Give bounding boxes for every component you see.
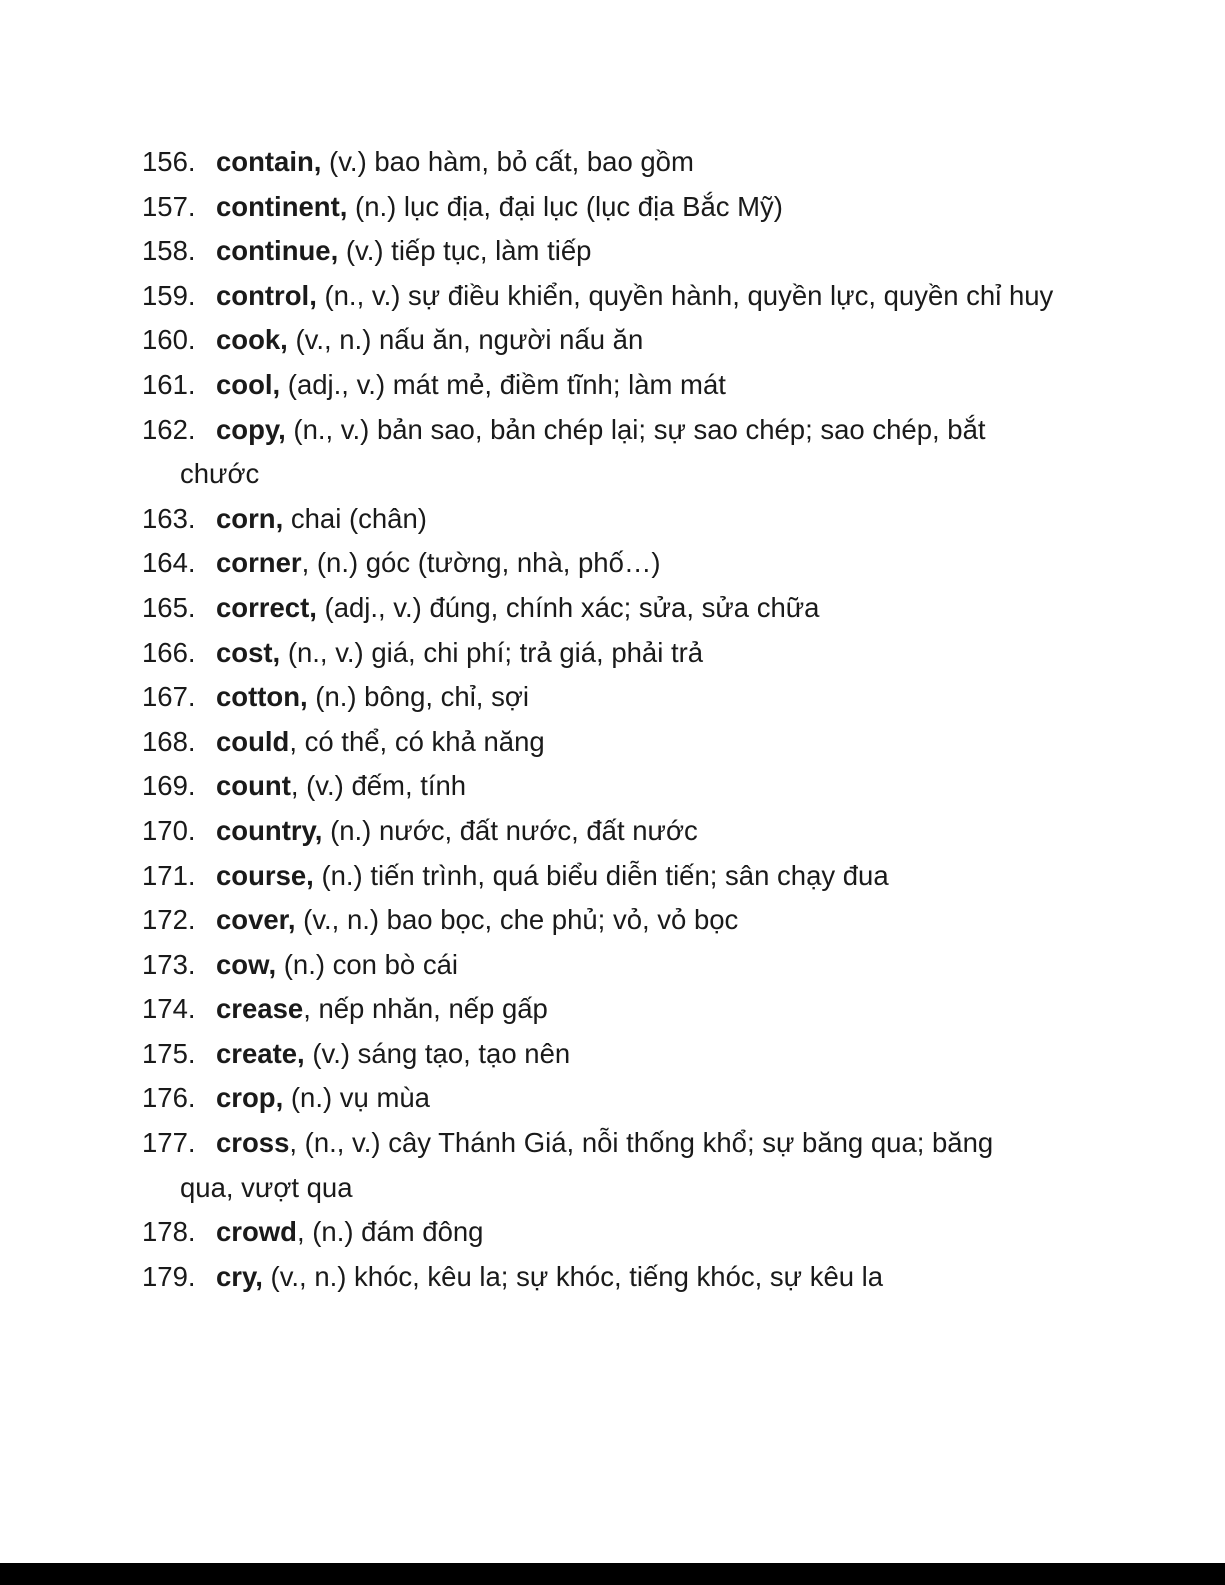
vocab-entry [144,943,1054,988]
entry-number: 171. [142,859,196,891]
entry-number: 156. [142,146,196,177]
entry-headword: crease [216,993,304,1025]
entry-number: 173. [142,948,196,980]
vocab-entry [144,229,1054,274]
entry-text [180,235,591,266]
entry-number: 169. [142,770,196,802]
entry-text [180,1261,883,1292]
entry-text [180,637,703,668]
entry-number: 174. [142,993,196,1025]
vocab-entry [144,1255,1054,1300]
entry-number: 162. [142,413,196,445]
entry-definition: (n.) con bò cái [276,948,459,980]
entry-definition: (n., v.) bản sao, bản chép lại; sự sao chép; sao chép, bắt chước [180,413,986,490]
vocab-entry [144,1121,1054,1210]
entry-headword: cost, [216,636,281,668]
entry-text [180,860,889,891]
entry-definition: (v.) bao hàm, bỏ cất, bao gồm [321,146,694,177]
entry-definition: (v., n.) bao bọc, che phủ; vỏ, vỏ bọc [295,904,739,936]
entry-number: 158. [142,235,196,267]
vocab-entry [144,185,1054,230]
vocab-entry [144,140,1054,185]
vocab-entry [144,408,1054,497]
entry-headword: cool, [216,368,281,400]
entry-headword: correct, [216,591,317,623]
entry-text [180,191,783,222]
entry-text [180,503,427,534]
entry-definition: (n., v.) giá, chi phí; trả giá, phải trả [280,636,704,668]
vocab-entry [144,363,1054,408]
vocab-entry [144,898,1054,943]
entry-text [180,726,545,757]
entry-definition: , (n., v.) cây Thánh Giá, nỗi thống khổ; sự băng qua; băng qua, vượt qua [180,1127,994,1203]
entry-definition: (n., v.) sự điều khiển, quyền hành, quyền lực, quyền chỉ huy [316,279,1054,311]
entry-definition: (n.) vụ mùa [283,1082,430,1114]
entry-text [180,280,1053,311]
entry-text [180,949,458,980]
vocab-entry [144,586,1054,631]
entry-number: 166. [142,636,196,668]
entry-text [180,1038,570,1069]
entry-number: 159. [142,279,196,311]
vocab-entry [144,809,1054,854]
entry-definition: , (n.) góc (tường, nhà, phố…) [301,547,661,579]
entry-number: 175. [142,1037,196,1069]
entry-number: 176. [142,1082,196,1114]
vocab-entry [144,720,1054,765]
entry-text [180,1082,430,1113]
entry-headword: crowd [216,1216,297,1248]
entry-headword: cow, [216,948,277,980]
entry-number: 164. [142,547,196,579]
entry-definition: (adj., v.) đúng, chính xác; sửa, sửa chữa [316,591,820,623]
vocab-entry [144,631,1054,676]
entry-definition: chai (chân) [283,502,427,534]
entry-number: 172. [142,904,196,936]
entry-text [180,1216,483,1247]
entry-definition: (v.) sáng tạo, tạo nên [304,1037,571,1069]
entry-number: 168. [142,725,196,757]
vocab-entry [144,497,1054,542]
entry-number: 157. [142,190,196,222]
entry-text [180,904,738,935]
vocab-entry [144,764,1054,809]
entry-headword: cotton, [216,681,308,713]
entry-text [180,547,661,578]
entry-definition: , nếp nhăn, nếp gấp [303,993,548,1025]
vocab-entry [144,1076,1054,1121]
entry-number: 167. [142,681,196,713]
entry-headword: control, [216,279,317,311]
vocab-entry [144,1032,1054,1077]
entry-headword: country, [216,814,323,846]
entry-number: 161. [142,368,196,400]
entry-text [180,815,698,846]
entry-headword: crop, [216,1082,284,1114]
entry-headword: cover, [216,904,296,936]
vocab-entry [144,987,1054,1032]
vocab-entry [144,541,1054,586]
vocab-entry [144,854,1054,899]
entry-definition: , có thể, có khả năng [289,725,545,757]
entry-text [180,1127,993,1203]
entry-headword: create, [216,1037,305,1069]
entry-definition: (n.) nước, đất nước, đất nước [322,814,698,846]
entry-headword: cross [216,1127,290,1159]
entry-definition: (n.) tiến trình, quá biểu diễn tiến; sân chạy đua [313,859,889,891]
entry-definition: , (n.) đám đông [296,1216,484,1248]
entry-text [180,993,548,1024]
entry-headword: course, [216,859,314,891]
entry-definition: (n.) bông, chỉ, sợi [307,681,529,713]
entry-headword: contain, [216,146,322,177]
entry-number: 160. [142,324,196,356]
entry-text [180,369,726,400]
entry-headword: could [216,725,290,757]
entry-definition: (v.) tiếp tục, làm tiếp [338,235,592,267]
entry-definition: (n.) lục địa, đại lục (lục địa Bắc Mỹ) [347,190,783,222]
entry-headword: continent, [216,190,348,222]
entry-number: 178. [142,1216,196,1248]
entry-text [180,592,819,623]
page-bottom-edge [0,1563,1225,1585]
entry-headword: corn, [216,502,284,534]
entry-number: 170. [142,814,196,846]
entry-definition: , (v.) đếm, tính [290,770,467,802]
vocab-entry [144,1210,1054,1255]
entry-headword: corner [216,547,302,579]
entry-headword: copy, [216,413,286,445]
entry-headword: cry, [216,1260,263,1292]
entry-text [180,324,643,355]
vocabulary-list [144,140,1054,1299]
entry-text [180,414,986,490]
vocab-entry [144,274,1054,319]
entry-headword: continue, [216,235,339,267]
entry-headword: count [216,770,291,802]
entry-text [180,770,466,801]
entry-definition: (v., n.) nấu ăn, người nấu ăn [287,324,644,356]
entry-text [180,681,529,712]
entry-definition: (v., n.) khóc, kêu la; sự khóc, tiếng khóc, sự kêu la [262,1260,884,1292]
vocab-entry [144,675,1054,720]
vocab-entry [144,318,1054,363]
entry-number: 165. [142,591,196,623]
entry-text [180,146,694,177]
entry-headword: cook, [216,324,288,356]
entry-number: 177. [142,1127,196,1159]
entry-definition: (adj., v.) mát mẻ, điềm tĩnh; làm mát [280,368,726,400]
entry-number: 163. [142,502,196,534]
entry-number: 179. [142,1260,196,1292]
